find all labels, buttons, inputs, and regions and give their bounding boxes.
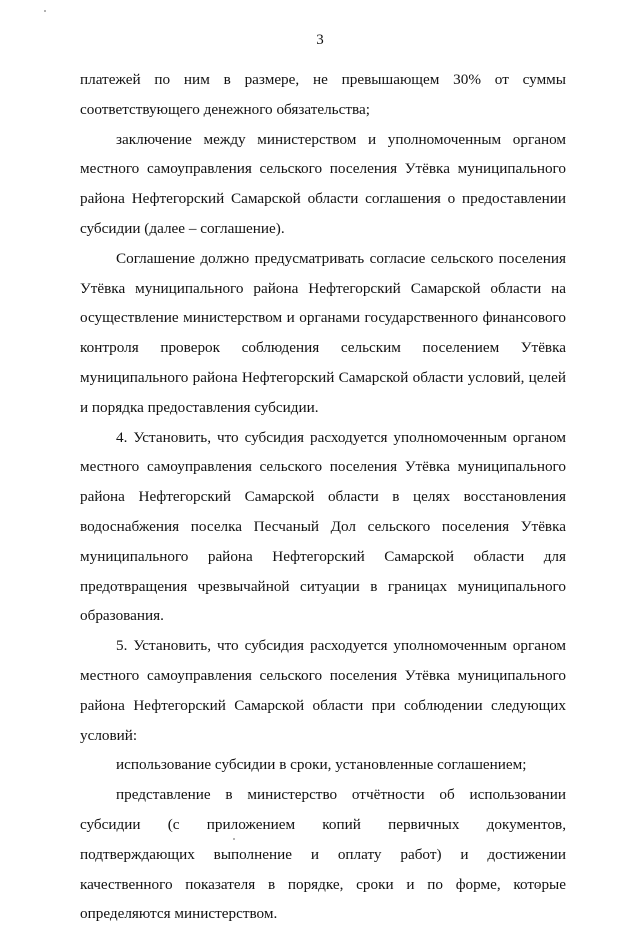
paragraph-agreement-terms: Соглашение должно предусматривать согласие сельского поселения Утёвка муниципального района Нефтегорский Самарской области на осуществление министерством и органами государственного финансового контроля проверок соблюдения сельским поселением Утёвка муниципального района Нефтегорский Самарской области условий, целей и порядка предоставления субсидии. bbox=[80, 249, 566, 416]
paragraph-clause-4: 4. Установить, что субсидия расходуется уполномоченным органом местного самоуправления сельского поселения Утёвка муниципального района Нефтегорский Самарской области в целях восстановления водоснабжения поселка Песчаный Дол сельского поселения Утёвка муниципального района Нефтегорский Самарской области для предотвращения чрезвычайной ситуации в границах муниципального образования. bbox=[80, 428, 566, 625]
paragraph-agreement-conclusion: заключение между министерством и уполномоченным органом местного самоуправления сельского поселения Утёвка муниципального района Нефтегорский Самарской области соглашения о предоставлении субсидии (далее – соглашение). bbox=[80, 130, 566, 237]
page-number: 3 bbox=[316, 32, 324, 48]
paragraph-continuation: платежей по ним в размере, не превышающем 30% от суммы соответствующего денежного обязательства; bbox=[80, 71, 566, 118]
paragraph-condition-reporting: представление в министерство отчётности об использовании субсидии (с приложением копий первичных документов, подтверждающих выполнение и оплату работ) и достижении качественного показателя в порядке, сроки и по форме, которые определяются министерством. bbox=[80, 786, 566, 923]
scan-speck bbox=[44, 10, 46, 12]
paragraph-condition-deadlines: использование субсидии в сроки, установленные соглашением; bbox=[116, 756, 527, 774]
paragraph-clause-5: 5. Установить, что субсидия расходуется уполномоченным органом местного самоуправления сельского поселения Утёвка муниципального района Нефтегорский Самарской области при соблюдении следующих условий: bbox=[80, 637, 566, 744]
document-body bbox=[80, 65, 566, 929]
